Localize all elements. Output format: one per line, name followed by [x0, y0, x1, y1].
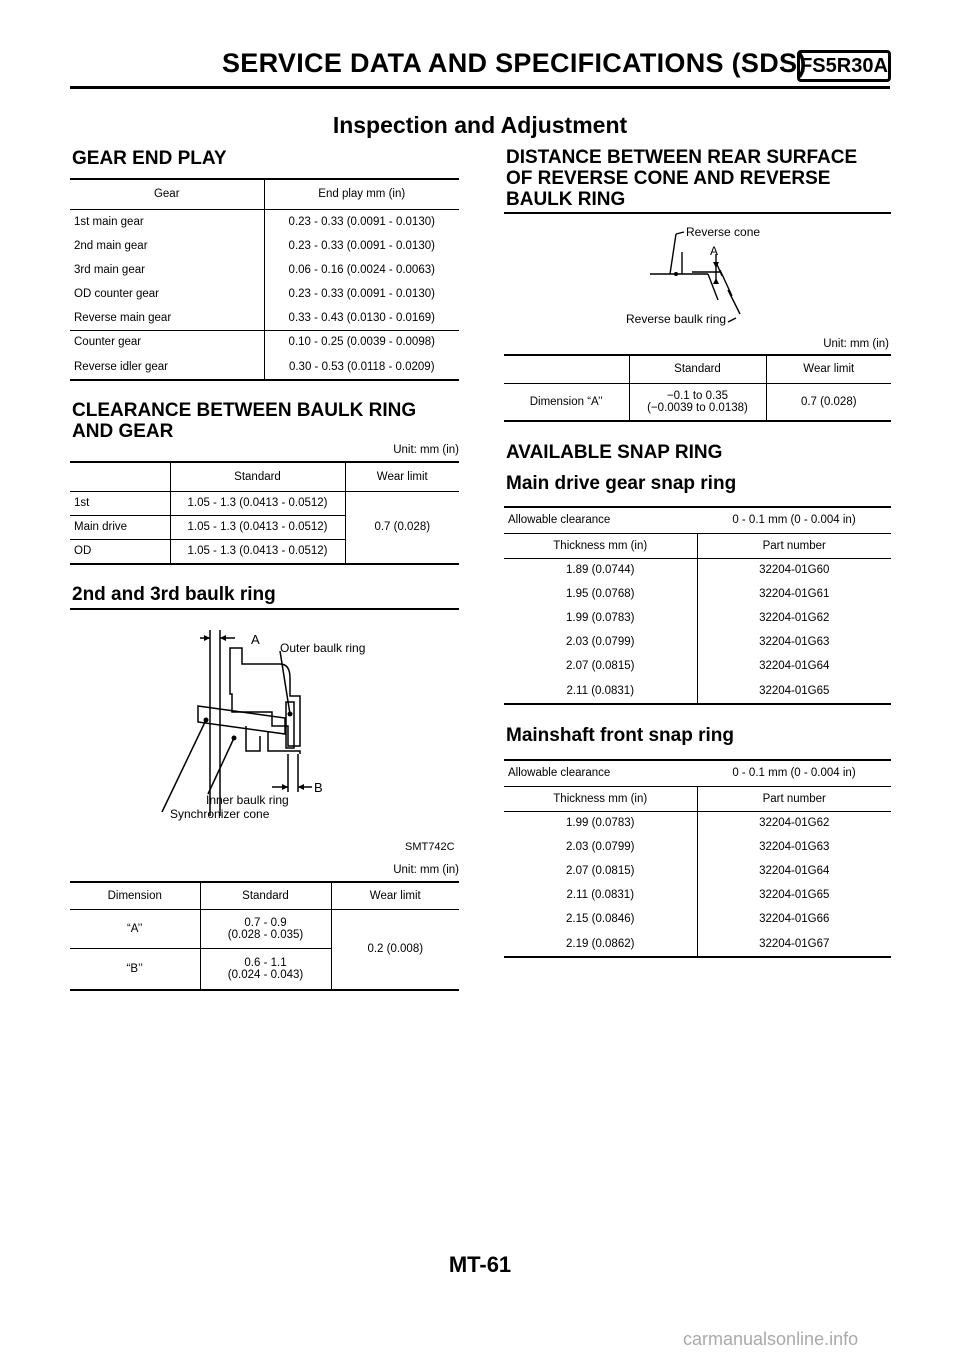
clearance-value: 0 - 0.1 mm (0 - 0.004 in) — [732, 767, 856, 780]
table-row — [70, 491, 459, 515]
table-row — [504, 678, 891, 704]
col-part-number: Part number — [762, 792, 826, 805]
table-header-row — [70, 462, 459, 491]
col-gear: Gear — [70, 179, 264, 209]
col-standard: Standard — [629, 355, 766, 383]
thickness-value: 1.89 (0.0744) — [504, 558, 697, 582]
thickness-value: 2.03 (0.0799) — [504, 835, 697, 859]
snap-ring-heading: AVAILABLE SNAP RING — [506, 442, 723, 463]
table-row — [70, 209, 459, 234]
section-rule — [504, 212, 891, 214]
thickness-value: 2.11 (0.0831) — [504, 678, 697, 704]
col-standard: Standard — [200, 882, 331, 909]
standard-value: 1.05 - 1.3 (0.0413 - 0.0512) — [170, 491, 345, 515]
part-number: 32204-01G64 — [759, 865, 830, 877]
section-rule — [70, 608, 459, 610]
thickness-value: 2.03 (0.0799) — [504, 630, 697, 654]
end-play-value: 0.33 - 0.43 (0.0130 - 0.0169) — [288, 311, 435, 324]
table-header-row — [70, 882, 459, 909]
part-number: 32204-01G62 — [759, 817, 830, 830]
table-row — [504, 811, 891, 835]
fig-cone-label: Reverse cone — [686, 225, 761, 239]
clearance-row — [504, 760, 891, 786]
dimension-label: “B’’ — [70, 948, 200, 990]
table-header-row — [504, 786, 891, 811]
distance-table — [504, 354, 891, 422]
gear-name: Counter gear — [70, 330, 264, 354]
clearance-label: Allowable clearance — [508, 767, 611, 780]
gear-end-play-heading: GEAR END PLAY — [72, 148, 227, 169]
thickness-value: 2.15 (0.0846) — [504, 907, 697, 931]
standard-line: (0.028 - 0.035) — [227, 928, 304, 941]
part-number: 32204-01G62 — [759, 612, 830, 624]
page-number: MT-61 — [448, 1252, 512, 1277]
end-play-value: 0.23 - 0.33 (0.0091 - 0.0130) — [288, 240, 435, 252]
fig-label-a: A — [710, 244, 719, 258]
page-title: Inspection and Adjustment — [332, 112, 628, 138]
table-row — [504, 383, 891, 421]
thickness-value: 2.07 (0.0815) — [504, 654, 697, 678]
thickness-value: 2.19 (0.0862) — [504, 931, 697, 957]
standard-value: 1.05 - 1.3 (0.0413 - 0.0512) — [170, 539, 345, 564]
part-number: 32204-01G66 — [759, 913, 830, 925]
standard-line: (−0.0039 to 0.0138) — [647, 401, 748, 414]
watermark: carmanualsonline.info — [683, 1329, 859, 1349]
col-wear-limit: Wear limit — [376, 470, 428, 483]
table-row — [504, 931, 891, 957]
clearance-heading — [72, 400, 416, 442]
clearance-value: 0 - 0.1 mm (0 - 0.004 in) — [732, 514, 856, 527]
end-play-value: 0.23 - 0.33 (0.0091 - 0.0130) — [288, 215, 435, 228]
baulk-ring-diagram — [150, 626, 390, 826]
figure-code: SMT742C — [405, 841, 455, 853]
gear-name: Reverse idler gear — [70, 354, 264, 380]
table-row — [504, 582, 891, 606]
fig-inner-label: Inner baulk ring — [206, 793, 289, 807]
baulk-unit: Unit: mm (in) — [393, 864, 459, 876]
thickness-value: 1.99 (0.0783) — [504, 606, 697, 630]
table-row — [504, 883, 891, 907]
col-thickness: Thickness mm (in) — [504, 786, 697, 811]
gear-name: OD — [70, 539, 170, 564]
standard-value — [200, 948, 331, 990]
standard-line: 0.7 - 0.9 — [244, 916, 287, 929]
clearance-row — [504, 507, 891, 533]
clearance-table — [70, 461, 459, 565]
gear-name: 1st main gear — [70, 209, 264, 234]
table-row — [70, 306, 459, 330]
fig-outer-label: Outer baulk ring — [280, 641, 366, 655]
model-badge: FS5R30A — [797, 50, 891, 82]
header-rule — [70, 86, 890, 89]
table-row — [504, 558, 891, 582]
part-number: 32204-01G60 — [759, 564, 830, 577]
table-row — [70, 282, 459, 306]
table-row — [504, 606, 891, 630]
header-title: SERVICE DATA AND SPECIFICATIONS (SDS) — [222, 48, 807, 78]
table-row — [504, 630, 891, 654]
part-number: 32204-01G64 — [759, 660, 830, 672]
dimension-label: “A’’ — [70, 909, 200, 948]
gear-end-play-table — [70, 178, 459, 381]
baulk-ring-heading: 2nd and 3rd baulk ring — [72, 584, 276, 605]
wear-limit-value: 0.2 (0.008) — [331, 909, 459, 990]
col-thickness: Thickness mm (in) — [504, 533, 697, 558]
gear-name: 2nd main gear — [70, 234, 264, 258]
fig-label-b: B — [314, 780, 323, 795]
col-wear-limit: Wear limit — [803, 363, 855, 376]
part-number: 32204-01G63 — [759, 636, 830, 648]
standard-value — [200, 909, 331, 948]
standard-value: 1.05 - 1.3 (0.0413 - 0.0512) — [170, 515, 345, 539]
table-row — [70, 909, 459, 948]
end-play-value: 0.23 - 0.33 (0.0091 - 0.0130) — [288, 288, 435, 300]
clearance-unit: Unit: mm (in) — [393, 444, 459, 456]
standard-line: −0.1 to 0.35 — [666, 389, 729, 402]
table-row — [70, 234, 459, 258]
mainshaft-table — [504, 759, 891, 958]
table-row — [70, 354, 459, 380]
clearance-label: Allowable clearance — [508, 514, 611, 527]
col-part-number: Part number — [762, 539, 826, 552]
table-row — [504, 907, 891, 931]
table-row — [70, 258, 459, 282]
distance-heading-line: DISTANCE BETWEEN REAR SURFACE — [506, 147, 858, 168]
gear-name: Reverse main gear — [70, 306, 264, 330]
standard-line: (0.024 - 0.043) — [227, 968, 304, 981]
gear-name: 1st — [70, 491, 170, 515]
reverse-cone-diagram — [620, 222, 790, 328]
part-number: 32204-01G65 — [759, 684, 830, 697]
mainshaft-heading: Mainshaft front snap ring — [506, 725, 734, 746]
fig-ring-label: Reverse baulk ring — [626, 312, 727, 326]
main-drive-heading: Main drive gear snap ring — [506, 473, 737, 494]
thickness-value: 2.07 (0.0815) — [504, 859, 697, 883]
distance-unit: Unit: mm (in) — [823, 338, 889, 350]
col-wear-limit: Wear limit — [369, 889, 421, 902]
clearance-heading-line: CLEARANCE BETWEEN BAULK RING — [72, 400, 417, 421]
fig-sync-label: Synchronizer cone — [170, 807, 270, 821]
gear-name: Main drive — [70, 515, 170, 539]
distance-heading-line: OF REVERSE CONE AND REVERSE — [506, 168, 831, 189]
col-standard: Standard — [170, 462, 345, 491]
distance-heading — [506, 147, 857, 210]
baulk-table — [70, 881, 459, 991]
thickness-value: 2.11 (0.0831) — [504, 883, 697, 907]
col-blank — [504, 355, 629, 383]
wear-limit-value: 0.7 (0.028) — [800, 395, 857, 408]
table-header-row — [504, 533, 891, 558]
part-number: 32204-01G65 — [759, 889, 830, 901]
main-drive-table — [504, 506, 891, 705]
part-number: 32204-01G67 — [759, 937, 830, 950]
standard-line: 0.6 - 1.1 — [244, 956, 287, 969]
table-row — [504, 859, 891, 883]
clearance-heading-line: AND GEAR — [72, 421, 174, 442]
col-blank — [70, 462, 170, 491]
table-row — [70, 330, 459, 354]
end-play-value: 0.06 - 0.16 (0.0024 - 0.0063) — [288, 264, 435, 276]
end-play-value: 0.30 - 0.53 (0.0118 - 0.0209) — [288, 360, 435, 373]
table-row — [504, 835, 891, 859]
part-number: 32204-01G61 — [759, 588, 830, 600]
gear-name: OD counter gear — [70, 282, 264, 306]
wear-limit-value: 0.7 (0.028) — [345, 491, 459, 564]
thickness-value: 1.95 (0.0768) — [504, 582, 697, 606]
table-row — [504, 654, 891, 678]
gear-name: 3rd main gear — [70, 258, 264, 282]
dimension-label: Dimension “A’’ — [504, 383, 629, 421]
thickness-value: 1.99 (0.0783) — [504, 811, 697, 835]
table-header-row — [504, 355, 891, 383]
standard-value — [629, 383, 766, 421]
col-dimension: Dimension — [70, 882, 200, 909]
table-header-row — [70, 179, 459, 209]
part-number: 32204-01G63 — [759, 841, 830, 853]
col-end-play: End play mm (in) — [318, 188, 406, 201]
distance-heading-line: BAULK RING — [506, 189, 626, 210]
end-play-value: 0.10 - 0.25 (0.0039 - 0.0098) — [288, 336, 435, 349]
fig-label-a: A — [251, 632, 260, 647]
